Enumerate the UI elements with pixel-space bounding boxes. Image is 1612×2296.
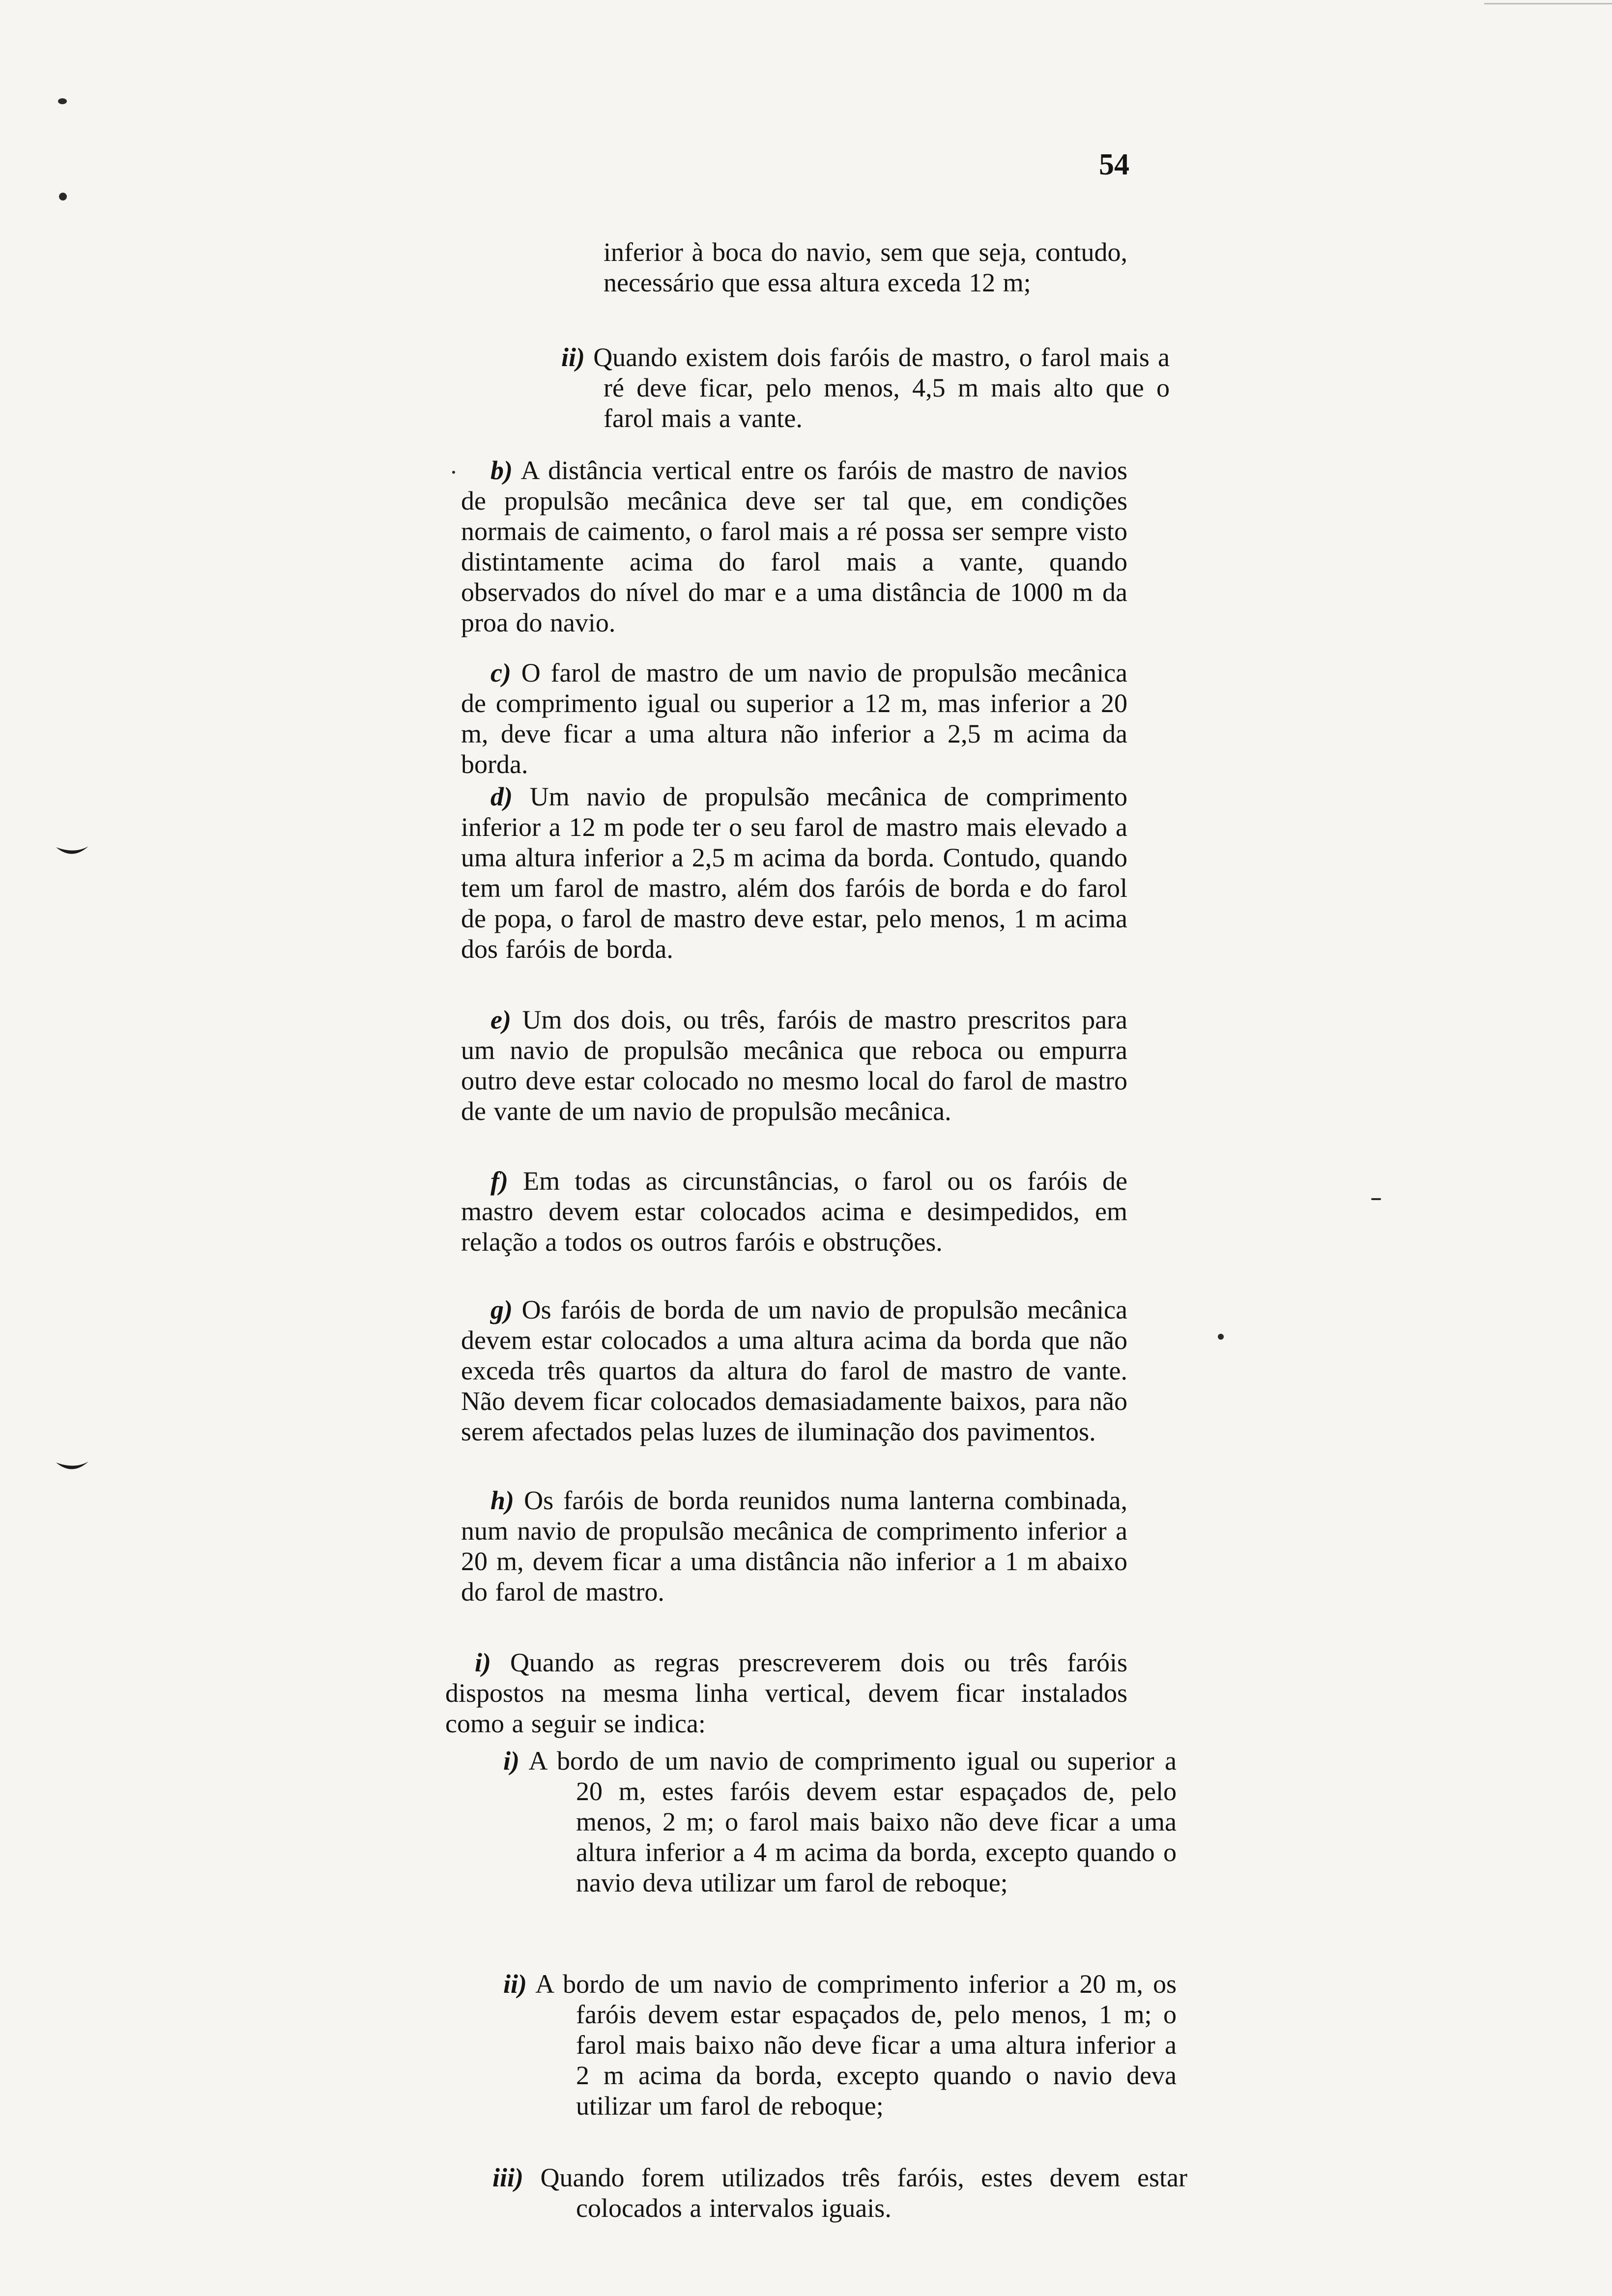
item-marker: ii)	[561, 343, 585, 372]
item-marker: g)	[490, 1295, 513, 1324]
paragraph-text: Quando as regras prescreverem dois ou três faróis dispostos na mesma linha vertical, devem ficar instalados como a seguir se indica:	[445, 1648, 1128, 1738]
paragraph-e	[461, 1004, 1127, 1126]
paragraph-text: O farol de mastro de um navio de propulsão mecânica de comprimento igual ou superior a 12 m, mas inferior a 20 m, deve ficar a uma altura não inferior a 2,5 m acima da borda.	[461, 658, 1128, 779]
scan-speck	[452, 471, 455, 474]
item-marker: f)	[490, 1166, 508, 1196]
item-marker: i)	[475, 1648, 491, 1677]
item-marker: ii)	[503, 1969, 527, 1999]
page-number: 54	[1099, 148, 1129, 181]
paragraph-text: Em todas as circunstâncias, o farol ou os faróis de mastro devem estar colocados acima e desimpedidos, em relação a todos os outros faróis e obstruções.	[461, 1166, 1127, 1257]
paragraph-text: inferior à boca do navio, sem que seja, contudo, necessário que essa altura exceda 12 m;	[604, 237, 1127, 297]
paragraph-text: Quando forem utilizados três faróis, estes devem estar colocados a intervalos iguais.	[540, 2163, 1187, 2223]
item-marker: d)	[490, 782, 513, 811]
scan-speck	[59, 193, 67, 201]
item-marker: b)	[490, 456, 513, 485]
paragraph-b	[461, 455, 1127, 638]
paragraph-f	[461, 1166, 1127, 1257]
paragraph-text: Quando existem dois faróis de mastro, o farol mais a ré deve ficar, pelo menos, 4,5 m mais alto que o farol mais a vante.	[593, 343, 1170, 433]
paragraph-i	[445, 1647, 1127, 1739]
scan-speck	[1218, 1334, 1224, 1340]
scan-speck	[58, 98, 67, 104]
paragraph-a-i-continuation	[604, 237, 1127, 298]
paragraph-text: A bordo de um navio de comprimento igual ou superior a 20 m, estes faróis devem estar espaçados de, pelo menos, 2 m; o farol mais baixo não deve ficar a uma altura inferior a 4 m acima da borda, excepto quando o navio deva utilizar um farol de reboque;	[528, 1746, 1177, 1897]
paragraph-i-sub-1	[503, 1746, 1177, 1898]
item-marker: c)	[490, 658, 511, 688]
paragraph-text: A distância vertical entre os faróis de mastro de navios de propulsão mecânica deve ser tal que, em condições normais de caimento, o farol mais a ré possa ser sempre visto distintamente acima do farol mais a vante, quando observados do nível do mar e a uma distância de 1000 m da proa do navio.	[461, 456, 1127, 637]
binder-mark-icon	[55, 844, 89, 864]
paragraph-h	[461, 1485, 1127, 1607]
paragraph-c	[461, 658, 1127, 779]
paragraph-text: Um dos dois, ou três, faróis de mastro prescritos para um navio de propulsão mecânica que reboca ou empurra outro deve estar colocado no mesmo local do farol de mastro de vante de um navio de propulsão mecânica.	[461, 1005, 1127, 1126]
paragraph-g	[461, 1294, 1127, 1447]
paragraph-d	[461, 781, 1127, 964]
binder-mark-icon	[55, 1459, 89, 1478]
paragraph-text: A bordo de um navio de comprimento inferior a 20 m, os faróis devem estar espaçados de, pelo menos, 1 m; o farol mais baixo não deve ficar a uma altura inferior a 2 m acima da borda, excepto quando o navio deva utilizar um farol de reboque;	[535, 1969, 1177, 2121]
scan-speck	[1371, 1198, 1381, 1200]
paragraph-text: Os faróis de borda reunidos numa lanterna combinada, num navio de propulsão mecânica de comprimento inferior a 20 m, devem ficar a uma distância não inferior a 1 m abaixo do farol de mastro.	[461, 1486, 1127, 1607]
item-marker: iii)	[492, 2163, 523, 2192]
paragraph-a-ii	[561, 342, 1170, 433]
item-marker: e)	[490, 1005, 511, 1034]
paragraph-text: Um navio de propulsão mecânica de comprimento inferior a 12 m pode ter o seu farol de mastro mais elevado a uma altura inferior a 2,5 m acima da borda. Contudo, quando tem um farol de mastro, além dos faróis de borda e do farol de popa, o farol de mastro deve estar, pelo menos, 1 m acima dos faróis de borda.	[461, 782, 1127, 964]
scan-edge-line	[1484, 3, 1612, 4]
item-marker: i)	[503, 1746, 519, 1776]
item-marker: h)	[490, 1486, 515, 1515]
paragraph-i-sub-2	[503, 1969, 1177, 2121]
paragraph-text: Os faróis de borda de um navio de propulsão mecânica devem estar colocados a uma altura acima da borda que não exceda três quartos da altura do farol de mastro de vante. Não devem ficar colocados demasiadamente baixos, para não serem afectados pelas luzes de iluminação dos pavimentos.	[461, 1295, 1127, 1446]
paragraph-i-sub-3	[492, 2162, 1187, 2223]
